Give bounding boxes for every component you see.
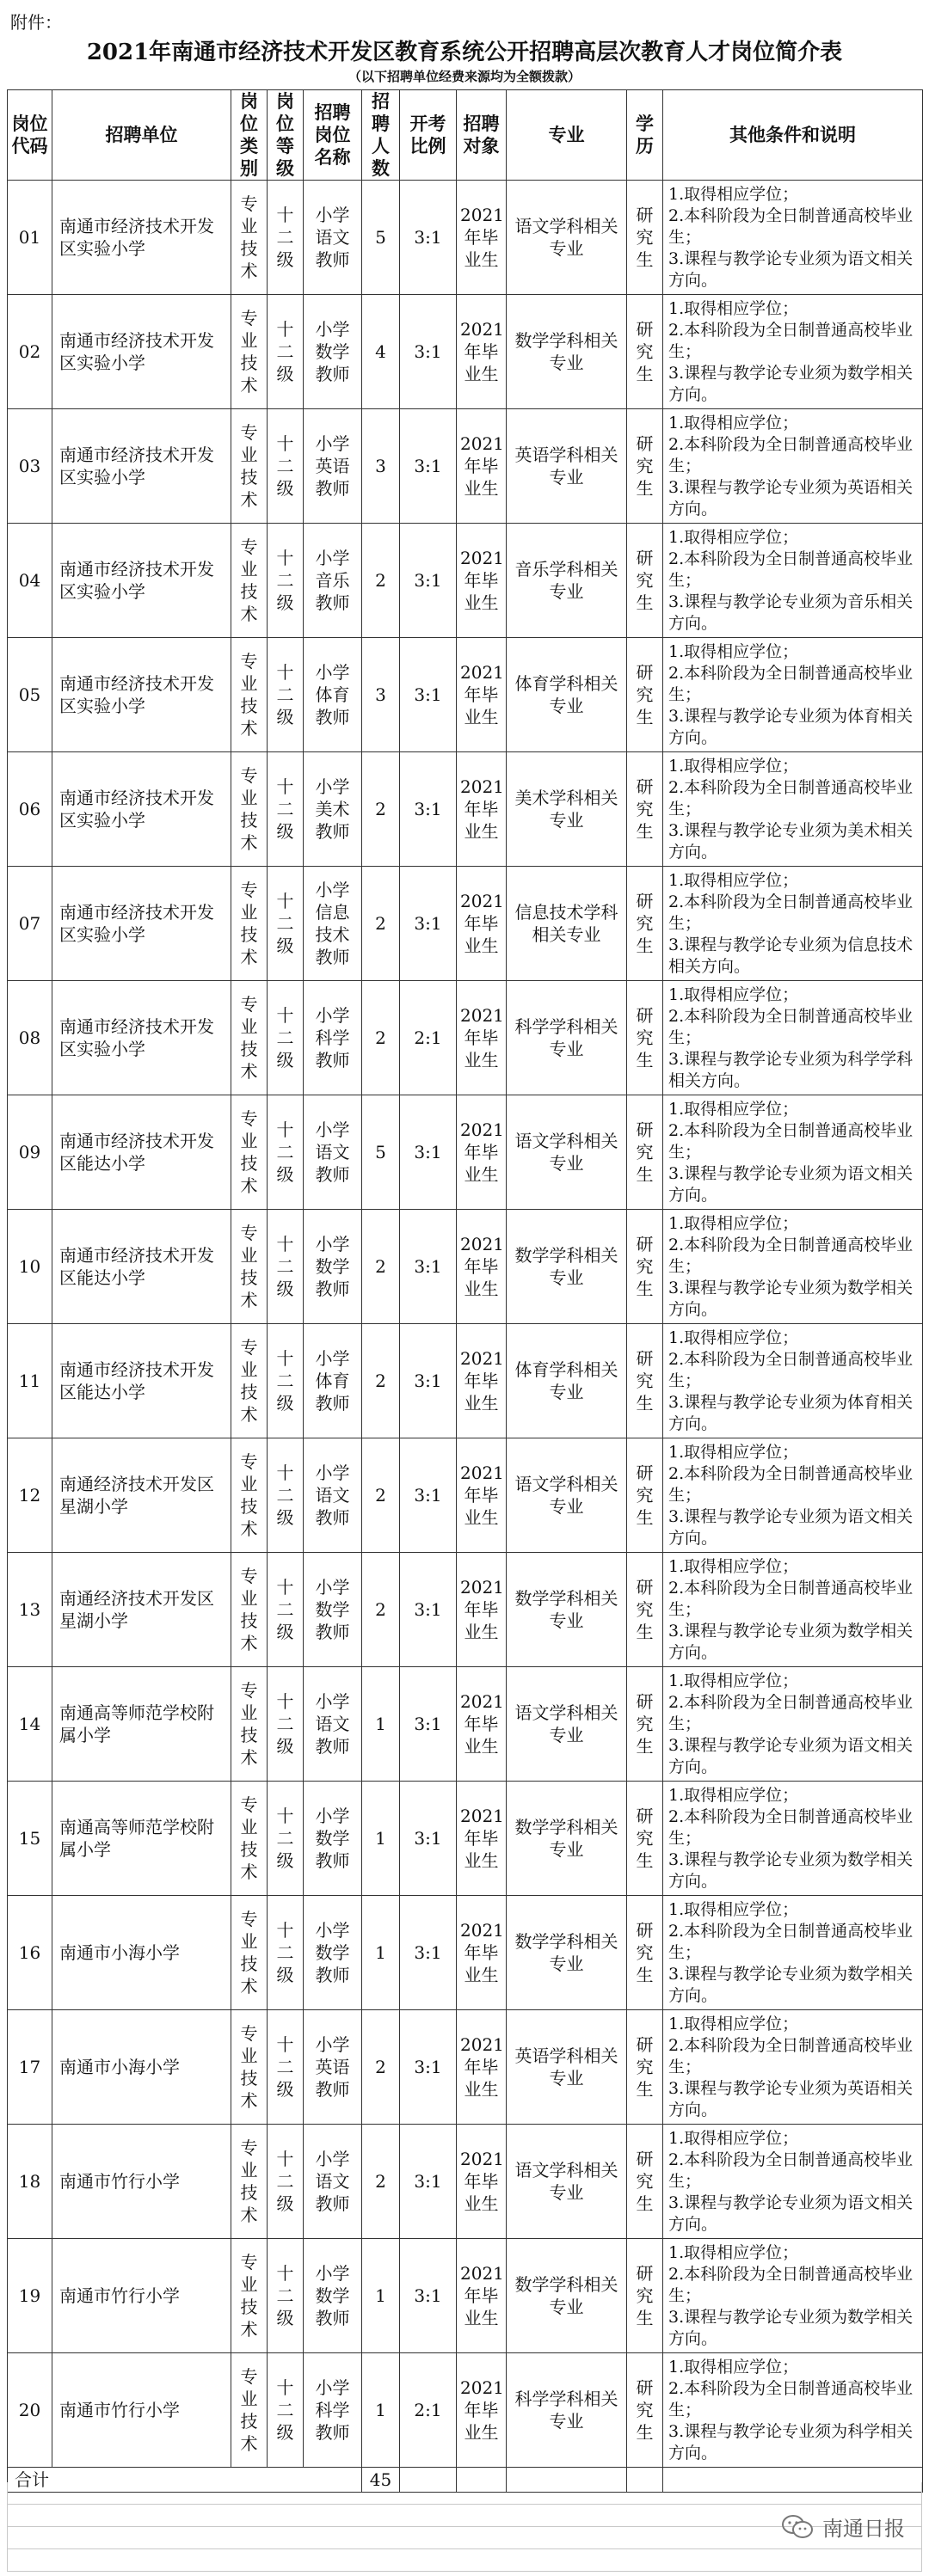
table-header-row bbox=[8, 90, 923, 181]
cell-unit: 南通市竹行小学 bbox=[52, 2353, 231, 2468]
cell-education: 研究生 bbox=[627, 1782, 663, 1896]
cell-code: 11 bbox=[8, 1324, 52, 1438]
cell-count: 2 bbox=[362, 524, 400, 638]
positions-table bbox=[7, 89, 923, 2493]
cell-code: 05 bbox=[8, 638, 52, 752]
cell-count: 2 bbox=[362, 867, 400, 981]
cell-category: 专业技术 bbox=[231, 2239, 268, 2353]
cell-unit: 南通市经济技术开发区实验小学 bbox=[52, 524, 231, 638]
cell-level: 十二级 bbox=[268, 981, 304, 1095]
cell-target: 2021年毕业生 bbox=[457, 2125, 507, 2239]
table-row bbox=[8, 409, 923, 524]
cell-education: 研究生 bbox=[627, 867, 663, 981]
cell-target: 2021年毕业生 bbox=[457, 1324, 507, 1438]
cell-major: 英语学科相关专业 bbox=[507, 2010, 627, 2125]
cell-ratio: 3:1 bbox=[400, 295, 457, 409]
cell-category: 专业技术 bbox=[231, 638, 268, 752]
table-row bbox=[8, 295, 923, 409]
cell-education: 研究生 bbox=[627, 2010, 663, 2125]
table-row bbox=[8, 1553, 923, 1667]
cell-target: 2021年毕业生 bbox=[457, 2239, 507, 2353]
cell-position: 小学数学教师 bbox=[304, 1896, 362, 2010]
cell-unit: 南通高等师范学校附属小学 bbox=[52, 1667, 231, 1782]
cell-education: 研究生 bbox=[627, 181, 663, 295]
cell-unit: 南通市经济技术开发区能达小学 bbox=[52, 1210, 231, 1324]
cell-level: 十二级 bbox=[268, 1667, 304, 1782]
header-category: 岗位类别 bbox=[231, 90, 268, 181]
cell-education: 研究生 bbox=[627, 295, 663, 409]
cell-ratio: 3:1 bbox=[400, 181, 457, 295]
cell-major: 体育学科相关专业 bbox=[507, 638, 627, 752]
cell-unit: 南通市经济技术开发区实验小学 bbox=[52, 752, 231, 867]
cell-level: 十二级 bbox=[268, 1095, 304, 1210]
cell-major: 数学学科相关专业 bbox=[507, 1210, 627, 1324]
cell-major: 数学学科相关专业 bbox=[507, 2239, 627, 2353]
cell-conditions: 1.取得相应学位； 2.本科阶段为全日制普通高校毕业生； 3.课程与教学论专业须为数学相关方向。 bbox=[663, 295, 923, 409]
cell-code: 16 bbox=[8, 1896, 52, 2010]
cell-level: 十二级 bbox=[268, 524, 304, 638]
cell-major: 英语学科相关专业 bbox=[507, 409, 627, 524]
table-row bbox=[8, 181, 923, 295]
cell-position: 小学语文教师 bbox=[304, 1438, 362, 1553]
cell-position: 小学科学教师 bbox=[304, 2353, 362, 2468]
cell-conditions: 1.取得相应学位； 2.本科阶段为全日制普通高校毕业生； 3.课程与教学论专业须为科学相关方向。 bbox=[663, 2353, 923, 2468]
cell-ratio: 3:1 bbox=[400, 1324, 457, 1438]
cell-position: 小学体育教师 bbox=[304, 1324, 362, 1438]
cell-category: 专业技术 bbox=[231, 981, 268, 1095]
cell-unit: 南通市经济技术开发区实验小学 bbox=[52, 867, 231, 981]
source-watermark bbox=[781, 2512, 905, 2542]
cell-unit: 南通市竹行小学 bbox=[52, 2239, 231, 2353]
cell-conditions: 1.取得相应学位； 2.本科阶段为全日制普通高校毕业生； 3.课程与教学论专业须为语文相关方向。 bbox=[663, 1667, 923, 1782]
empty-grid-row bbox=[7, 2549, 922, 2572]
cell-conditions: 1.取得相应学位； 2.本科阶段为全日制普通高校毕业生； 3.课程与教学论专业须为语文相关方向。 bbox=[663, 181, 923, 295]
cell-conditions: 1.取得相应学位； 2.本科阶段为全日制普通高校毕业生； 3.课程与教学论专业须为数学相关方向。 bbox=[663, 1553, 923, 1667]
cell-unit: 南通经济技术开发区星湖小学 bbox=[52, 1438, 231, 1553]
cell-conditions: 1.取得相应学位； 2.本科阶段为全日制普通高校毕业生； 3.课程与教学论专业须为音乐相关方向。 bbox=[663, 524, 923, 638]
cell-position: 小学数学教师 bbox=[304, 1553, 362, 1667]
cell-major: 体育学科相关专业 bbox=[507, 1324, 627, 1438]
cell-major: 数学学科相关专业 bbox=[507, 1782, 627, 1896]
cell-code: 08 bbox=[8, 981, 52, 1095]
cell-education: 研究生 bbox=[627, 1438, 663, 1553]
cell-code: 07 bbox=[8, 867, 52, 981]
cell-target: 2021年毕业生 bbox=[457, 1095, 507, 1210]
cell-target: 2021年毕业生 bbox=[457, 1438, 507, 1553]
cell-position: 小学信息技术教师 bbox=[304, 867, 362, 981]
cell-count: 1 bbox=[362, 2353, 400, 2468]
cell-education: 研究生 bbox=[627, 2239, 663, 2353]
cell-ratio: 3:1 bbox=[400, 867, 457, 981]
cell-code: 19 bbox=[8, 2239, 52, 2353]
cell-code: 04 bbox=[8, 524, 52, 638]
cell-code: 10 bbox=[8, 1210, 52, 1324]
cell-position: 小学音乐教师 bbox=[304, 524, 362, 638]
cell-target: 2021年毕业生 bbox=[457, 295, 507, 409]
cell-category: 专业技术 bbox=[231, 295, 268, 409]
cell-ratio: 3:1 bbox=[400, 524, 457, 638]
cell-count: 4 bbox=[362, 295, 400, 409]
cell-target: 2021年毕业生 bbox=[457, 867, 507, 981]
cell-unit: 南通市经济技术开发区实验小学 bbox=[52, 181, 231, 295]
cell-count: 2 bbox=[362, 981, 400, 1095]
cell-position: 小学数学教师 bbox=[304, 1210, 362, 1324]
cell-unit: 南通市经济技术开发区实验小学 bbox=[52, 638, 231, 752]
cell-level: 十二级 bbox=[268, 1324, 304, 1438]
cell-position: 小学英语教师 bbox=[304, 2010, 362, 2125]
cell-target: 2021年毕业生 bbox=[457, 524, 507, 638]
header-code: 岗位代码 bbox=[8, 90, 52, 181]
cell-count: 3 bbox=[362, 409, 400, 524]
cell-major: 数学学科相关专业 bbox=[507, 1553, 627, 1667]
header-target: 招聘对象 bbox=[457, 90, 507, 181]
header-unit: 招聘单位 bbox=[52, 90, 231, 181]
cell-category: 专业技术 bbox=[231, 1896, 268, 2010]
cell-code: 12 bbox=[8, 1438, 52, 1553]
header-position: 招聘岗位名称 bbox=[304, 90, 362, 181]
header-ratio: 开考比例 bbox=[400, 90, 457, 181]
cell-education: 研究生 bbox=[627, 2125, 663, 2239]
cell-major: 语文学科相关专业 bbox=[507, 2125, 627, 2239]
cell-ratio: 3:1 bbox=[400, 638, 457, 752]
cell-major: 数学学科相关专业 bbox=[507, 295, 627, 409]
cell-education: 研究生 bbox=[627, 1553, 663, 1667]
cell-major: 语文学科相关专业 bbox=[507, 1667, 627, 1782]
cell-position: 小学语文教师 bbox=[304, 1667, 362, 1782]
cell-count: 1 bbox=[362, 1667, 400, 1782]
cell-ratio: 3:1 bbox=[400, 1782, 457, 1896]
cell-conditions: 1.取得相应学位； 2.本科阶段为全日制普通高校毕业生； 3.课程与教学论专业须为体育相关方向。 bbox=[663, 638, 923, 752]
cell-position: 小学科学教师 bbox=[304, 981, 362, 1095]
cell-conditions: 1.取得相应学位； 2.本科阶段为全日制普通高校毕业生； 3.课程与教学论专业须为数学相关方向。 bbox=[663, 1896, 923, 2010]
table-row bbox=[8, 1782, 923, 1896]
cell-category: 专业技术 bbox=[231, 1553, 268, 1667]
cell-level: 十二级 bbox=[268, 2125, 304, 2239]
cell-ratio: 3:1 bbox=[400, 2125, 457, 2239]
cell-code: 01 bbox=[8, 181, 52, 295]
cell-target: 2021年毕业生 bbox=[457, 981, 507, 1095]
cell-count: 5 bbox=[362, 181, 400, 295]
cell-ratio: 3:1 bbox=[400, 1438, 457, 1553]
header-count: 招聘人数 bbox=[362, 90, 400, 181]
cell-count: 2 bbox=[362, 2125, 400, 2239]
cell-code: 09 bbox=[8, 1095, 52, 1210]
cell-ratio: 3:1 bbox=[400, 1210, 457, 1324]
header-level: 岗位等级 bbox=[268, 90, 304, 181]
table-row bbox=[8, 2125, 923, 2239]
cell-major: 信息技术学科相关专业 bbox=[507, 867, 627, 981]
cell-code: 02 bbox=[8, 295, 52, 409]
cell-ratio: 3:1 bbox=[400, 2239, 457, 2353]
cell-education: 研究生 bbox=[627, 752, 663, 867]
cell-conditions: 1.取得相应学位； 2.本科阶段为全日制普通高校毕业生； 3.课程与教学论专业须为科学学科相关方向。 bbox=[663, 981, 923, 1095]
cell-education: 研究生 bbox=[627, 2353, 663, 2468]
cell-level: 十二级 bbox=[268, 752, 304, 867]
cell-education: 研究生 bbox=[627, 1667, 663, 1782]
cell-major: 语文学科相关专业 bbox=[507, 1438, 627, 1553]
cell-unit: 南通市小海小学 bbox=[52, 2010, 231, 2125]
cell-category: 专业技术 bbox=[231, 1210, 268, 1324]
cell-position: 小学数学教师 bbox=[304, 2239, 362, 2353]
cell-position: 小学语文教师 bbox=[304, 181, 362, 295]
cell-education: 研究生 bbox=[627, 1210, 663, 1324]
cell-unit: 南通经济技术开发区星湖小学 bbox=[52, 1553, 231, 1667]
cell-conditions: 1.取得相应学位； 2.本科阶段为全日制普通高校毕业生； 3.课程与教学论专业须为语文相关方向。 bbox=[663, 1438, 923, 1553]
cell-level: 十二级 bbox=[268, 867, 304, 981]
cell-major: 语文学科相关专业 bbox=[507, 181, 627, 295]
cell-target: 2021年毕业生 bbox=[457, 1553, 507, 1667]
cell-count: 3 bbox=[362, 638, 400, 752]
cell-conditions: 1.取得相应学位； 2.本科阶段为全日制普通高校毕业生； 3.课程与教学论专业须为语文相关方向。 bbox=[663, 1095, 923, 1210]
wechat-icon bbox=[781, 2514, 814, 2540]
cell-unit: 南通市经济技术开发区能达小学 bbox=[52, 1095, 231, 1210]
cell-major: 语文学科相关专业 bbox=[507, 1095, 627, 1210]
cell-level: 十二级 bbox=[268, 2239, 304, 2353]
header-major: 专业 bbox=[507, 90, 627, 181]
cell-category: 专业技术 bbox=[231, 524, 268, 638]
cell-count: 2 bbox=[362, 1553, 400, 1667]
cell-education: 研究生 bbox=[627, 1095, 663, 1210]
cell-code: 20 bbox=[8, 2353, 52, 2468]
cell-education: 研究生 bbox=[627, 1324, 663, 1438]
cell-position: 小学英语教师 bbox=[304, 409, 362, 524]
cell-count: 1 bbox=[362, 2239, 400, 2353]
cell-conditions: 1.取得相应学位； 2.本科阶段为全日制普通高校毕业生； 3.课程与教学论专业须为数学相关方向。 bbox=[663, 2239, 923, 2353]
cell-target: 2021年毕业生 bbox=[457, 1782, 507, 1896]
cell-target: 2021年毕业生 bbox=[457, 1210, 507, 1324]
cell-category: 专业技术 bbox=[231, 1095, 268, 1210]
table-row bbox=[8, 1438, 923, 1553]
table-row bbox=[8, 2353, 923, 2468]
total-count: 45 bbox=[362, 2468, 400, 2493]
cell-major: 科学学科相关专业 bbox=[507, 981, 627, 1095]
document-subtitle: （以下招聘单位经费来源均为全额拨款） bbox=[348, 69, 581, 84]
cell-level: 十二级 bbox=[268, 1782, 304, 1896]
table-row bbox=[8, 1210, 923, 1324]
cell-level: 十二级 bbox=[268, 2010, 304, 2125]
cell-category: 专业技术 bbox=[231, 409, 268, 524]
cell-ratio: 3:1 bbox=[400, 752, 457, 867]
cell-ratio: 2:1 bbox=[400, 981, 457, 1095]
cell-education: 研究生 bbox=[627, 981, 663, 1095]
cell-ratio: 2:1 bbox=[400, 2353, 457, 2468]
cell-code: 18 bbox=[8, 2125, 52, 2239]
cell-target: 2021年毕业生 bbox=[457, 638, 507, 752]
table-row bbox=[8, 1324, 923, 1438]
cell-conditions: 1.取得相应学位； 2.本科阶段为全日制普通高校毕业生； 3.课程与教学论专业须为体育相关方向。 bbox=[663, 1324, 923, 1438]
cell-unit: 南通市经济技术开发区实验小学 bbox=[52, 295, 231, 409]
cell-major: 美术学科相关专业 bbox=[507, 752, 627, 867]
cell-target: 2021年毕业生 bbox=[457, 2010, 507, 2125]
cell-education: 研究生 bbox=[627, 1896, 663, 2010]
cell-level: 十二级 bbox=[268, 1210, 304, 1324]
cell-unit: 南通市经济技术开发区实验小学 bbox=[52, 409, 231, 524]
cell-target: 2021年毕业生 bbox=[457, 752, 507, 867]
cell-count: 2 bbox=[362, 752, 400, 867]
table-row bbox=[8, 1667, 923, 1782]
cell-category: 专业技术 bbox=[231, 2010, 268, 2125]
cell-position: 小学美术教师 bbox=[304, 752, 362, 867]
cell-conditions: 1.取得相应学位； 2.本科阶段为全日制普通高校毕业生； 3.课程与教学论专业须为信息技术相关方向。 bbox=[663, 867, 923, 981]
cell-ratio: 3:1 bbox=[400, 1095, 457, 1210]
cell-category: 专业技术 bbox=[231, 1782, 268, 1896]
cell-category: 专业技术 bbox=[231, 2125, 268, 2239]
cell-count: 2 bbox=[362, 1438, 400, 1553]
cell-unit: 南通市小海小学 bbox=[52, 1896, 231, 2010]
cell-count: 2 bbox=[362, 1324, 400, 1438]
cell-target: 2021年毕业生 bbox=[457, 2353, 507, 2468]
document-title: 2021年南通市经济技术开发区教育系统公开招聘高层次教育人才岗位简介表 bbox=[86, 40, 843, 65]
table-row bbox=[8, 752, 923, 867]
cell-category: 专业技术 bbox=[231, 1667, 268, 1782]
cell-education: 研究生 bbox=[627, 638, 663, 752]
header-education: 学历 bbox=[627, 90, 663, 181]
cell-target: 2021年毕业生 bbox=[457, 1667, 507, 1782]
cell-count: 5 bbox=[362, 1095, 400, 1210]
cell-level: 十二级 bbox=[268, 638, 304, 752]
cell-position: 小学语文教师 bbox=[304, 1095, 362, 1210]
cell-conditions: 1.取得相应学位； 2.本科阶段为全日制普通高校毕业生； 3.课程与教学论专业须为语文相关方向。 bbox=[663, 2125, 923, 2239]
cell-conditions: 1.取得相应学位； 2.本科阶段为全日制普通高校毕业生； 3.课程与教学论专业须为数学相关方向。 bbox=[663, 1782, 923, 1896]
cell-category: 专业技术 bbox=[231, 181, 268, 295]
cell-code: 06 bbox=[8, 752, 52, 867]
cell-ratio: 3:1 bbox=[400, 1667, 457, 1782]
cell-conditions: 1.取得相应学位； 2.本科阶段为全日制普通高校毕业生； 3.课程与教学论专业须为英语相关方向。 bbox=[663, 409, 923, 524]
cell-unit: 南通市竹行小学 bbox=[52, 2125, 231, 2239]
table-row bbox=[8, 1095, 923, 1210]
cell-unit: 南通市经济技术开发区能达小学 bbox=[52, 1324, 231, 1438]
table-row bbox=[8, 1896, 923, 2010]
cell-education: 研究生 bbox=[627, 409, 663, 524]
cell-position: 小学体育教师 bbox=[304, 638, 362, 752]
cell-count: 2 bbox=[362, 2010, 400, 2125]
cell-ratio: 3:1 bbox=[400, 1896, 457, 2010]
cell-category: 专业技术 bbox=[231, 1324, 268, 1438]
table-row bbox=[8, 2010, 923, 2125]
cell-code: 03 bbox=[8, 409, 52, 524]
cell-position: 小学数学教师 bbox=[304, 1782, 362, 1896]
table-row bbox=[8, 2239, 923, 2353]
cell-conditions: 1.取得相应学位； 2.本科阶段为全日制普通高校毕业生； 3.课程与教学论专业须为英语相关方向。 bbox=[663, 2010, 923, 2125]
cell-category: 专业技术 bbox=[231, 1438, 268, 1553]
cell-count: 2 bbox=[362, 1210, 400, 1324]
cell-position: 小学数学教师 bbox=[304, 295, 362, 409]
cell-level: 十二级 bbox=[268, 1896, 304, 2010]
cell-conditions: 1.取得相应学位； 2.本科阶段为全日制普通高校毕业生； 3.课程与教学论专业须为数学相关方向。 bbox=[663, 1210, 923, 1324]
table-row bbox=[8, 638, 923, 752]
annex-label: 附件： bbox=[10, 12, 62, 33]
watermark-text: 南通日报 bbox=[822, 2517, 905, 2541]
table-row bbox=[8, 867, 923, 981]
cell-target: 2021年毕业生 bbox=[457, 181, 507, 295]
header-conditions: 其他条件和说明 bbox=[663, 90, 923, 181]
cell-ratio: 3:1 bbox=[400, 409, 457, 524]
cell-code: 17 bbox=[8, 2010, 52, 2125]
cell-count: 1 bbox=[362, 1782, 400, 1896]
cell-level: 十二级 bbox=[268, 1553, 304, 1667]
cell-code: 15 bbox=[8, 1782, 52, 1896]
cell-count: 1 bbox=[362, 1896, 400, 2010]
cell-level: 十二级 bbox=[268, 295, 304, 409]
cell-category: 专业技术 bbox=[231, 867, 268, 981]
cell-target: 2021年毕业生 bbox=[457, 409, 507, 524]
cell-level: 十二级 bbox=[268, 409, 304, 524]
cell-position: 小学语文教师 bbox=[304, 2125, 362, 2239]
cell-education: 研究生 bbox=[627, 524, 663, 638]
cell-ratio: 3:1 bbox=[400, 1553, 457, 1667]
cell-unit: 南通高等师范学校附属小学 bbox=[52, 1782, 231, 1896]
cell-level: 十二级 bbox=[268, 181, 304, 295]
cell-unit: 南通市经济技术开发区实验小学 bbox=[52, 981, 231, 1095]
cell-major: 数学学科相关专业 bbox=[507, 1896, 627, 2010]
total-label: 合计 bbox=[8, 2468, 362, 2493]
table-row bbox=[8, 524, 923, 638]
cell-conditions: 1.取得相应学位； 2.本科阶段为全日制普通高校毕业生； 3.课程与教学论专业须为美术相关方向。 bbox=[663, 752, 923, 867]
cell-ratio: 3:1 bbox=[400, 2010, 457, 2125]
empty-grid-row bbox=[7, 2482, 922, 2505]
cell-major: 科学学科相关专业 bbox=[507, 2353, 627, 2468]
table-row bbox=[8, 981, 923, 1095]
cell-code: 14 bbox=[8, 1667, 52, 1782]
cell-target: 2021年毕业生 bbox=[457, 1896, 507, 2010]
cell-level: 十二级 bbox=[268, 2353, 304, 2468]
cell-code: 13 bbox=[8, 1553, 52, 1667]
cell-major: 音乐学科相关专业 bbox=[507, 524, 627, 638]
cell-category: 专业技术 bbox=[231, 2353, 268, 2468]
cell-category: 专业技术 bbox=[231, 752, 268, 867]
cell-level: 十二级 bbox=[268, 1438, 304, 1553]
